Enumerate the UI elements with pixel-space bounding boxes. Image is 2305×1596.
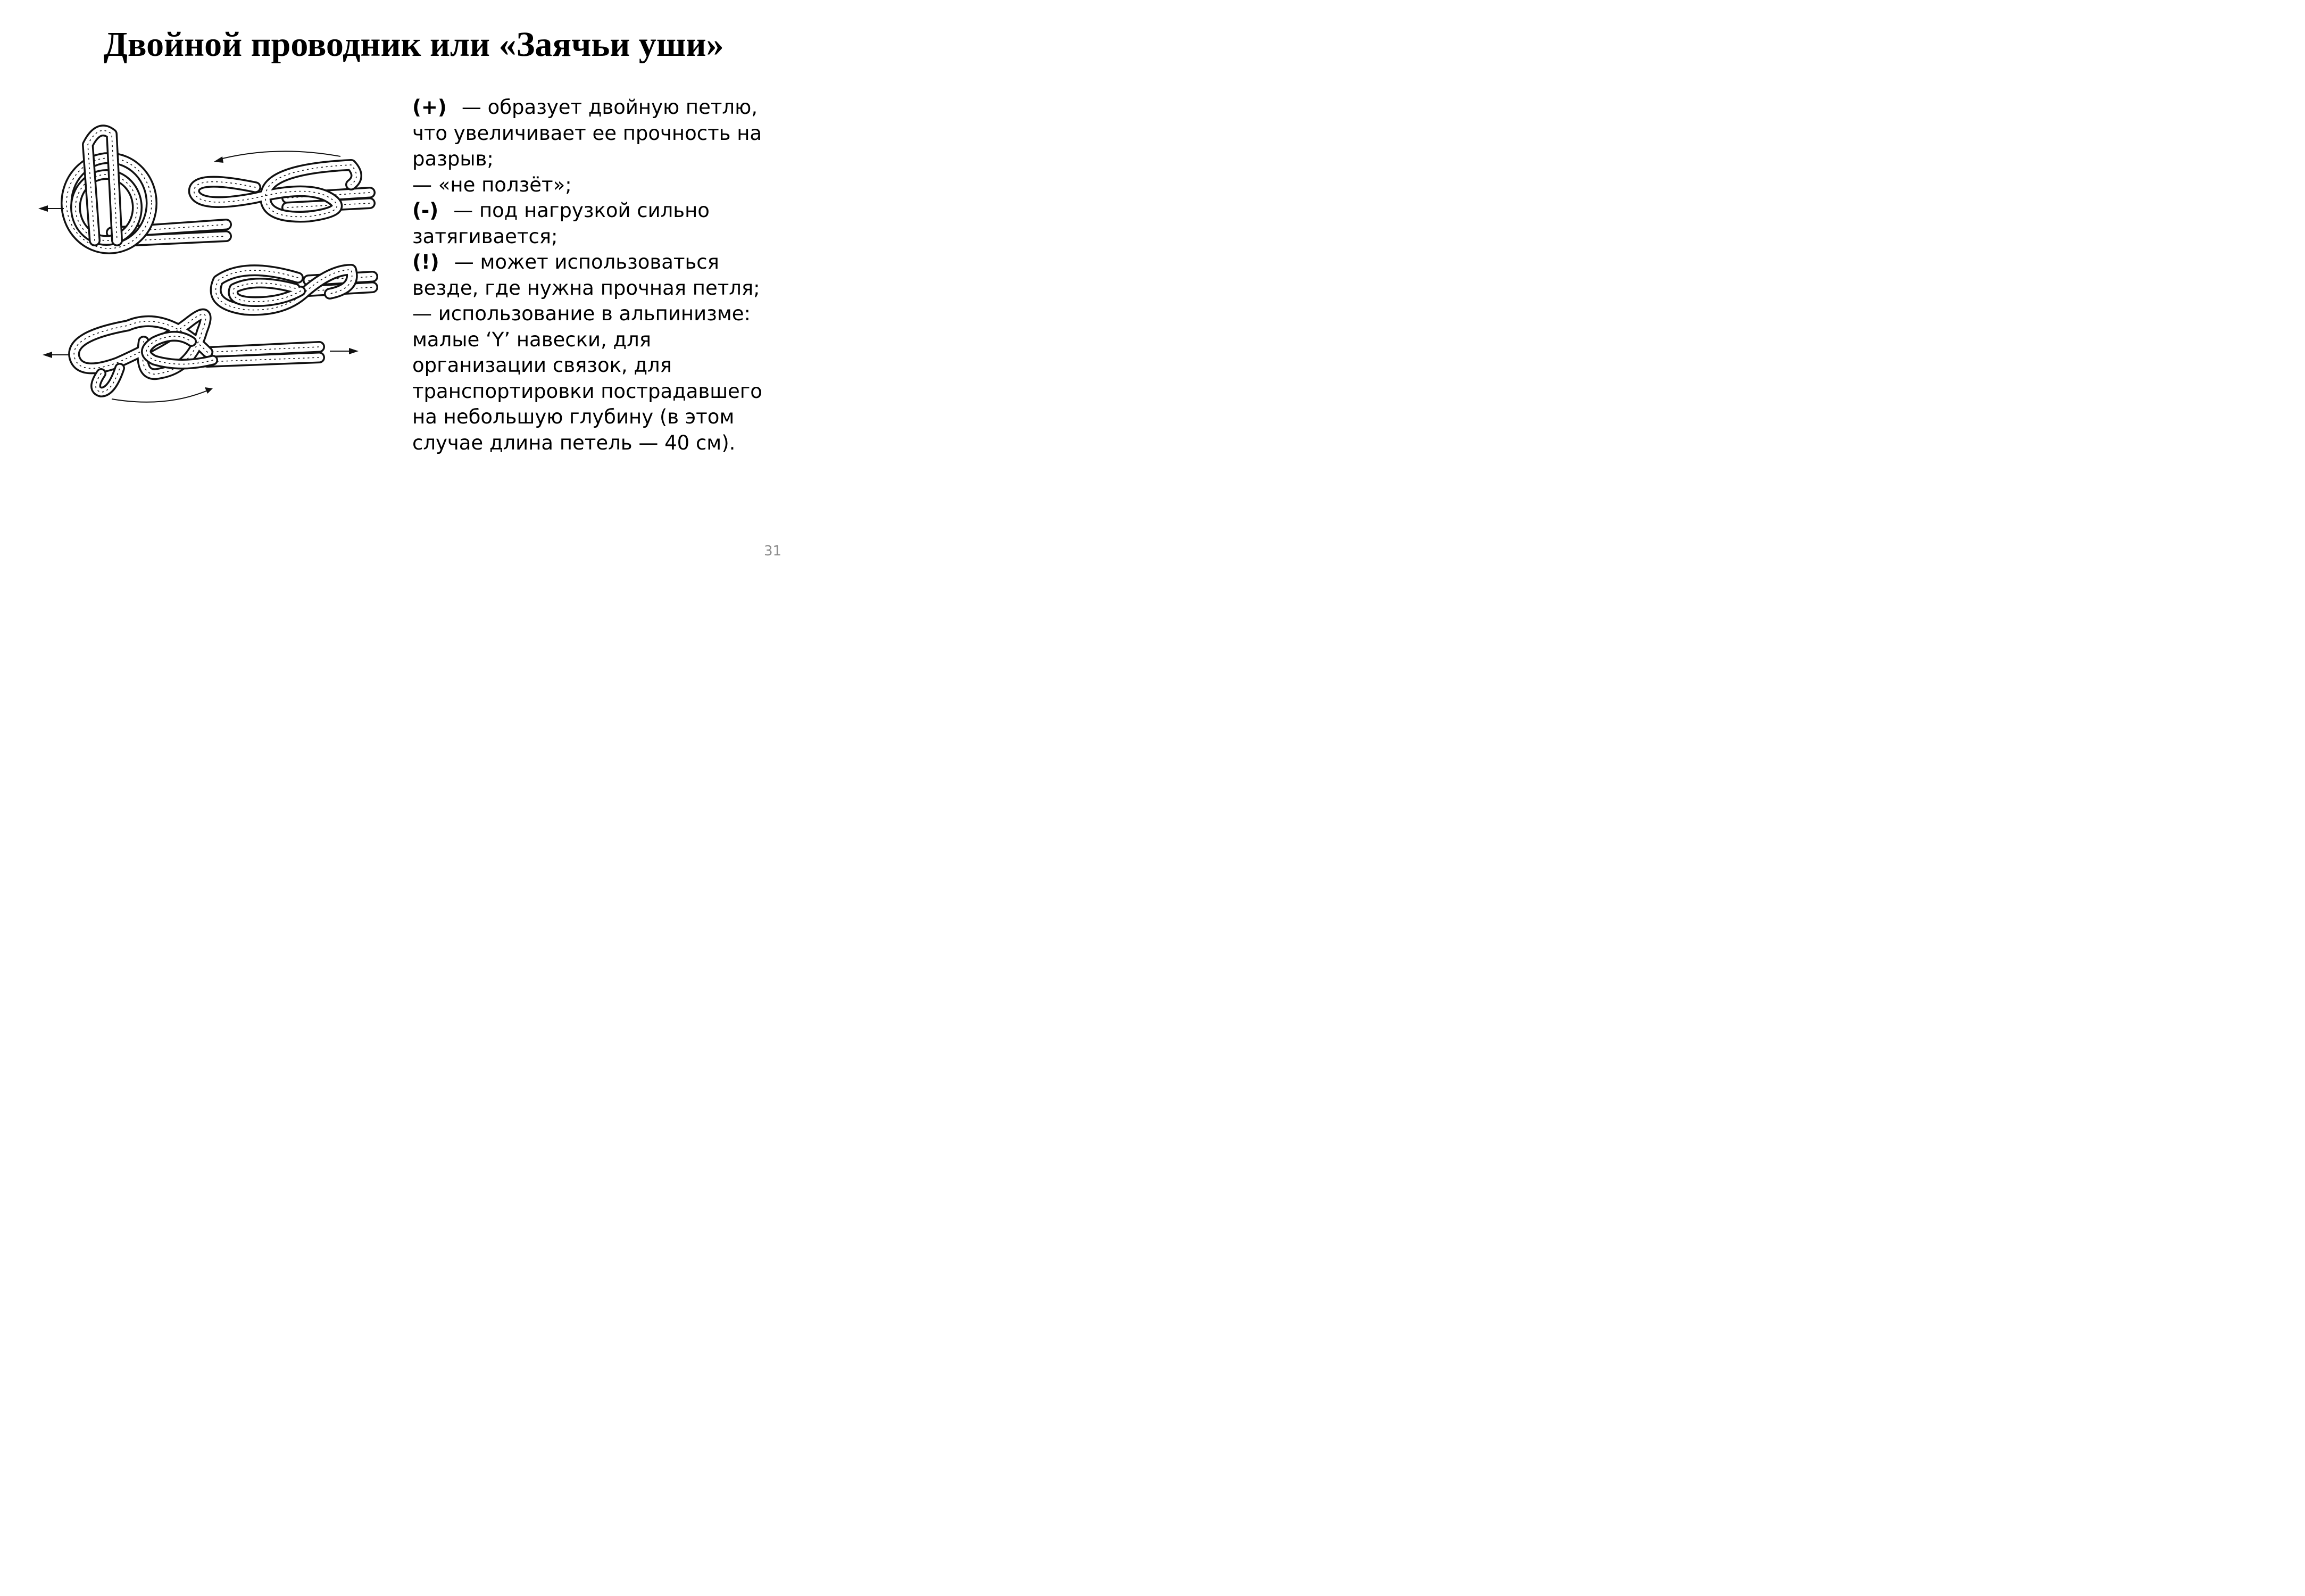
description-line: малые ‘Y’ навески, для [412, 328, 652, 351]
double-figure-eight-knot-drawing-icon [32, 118, 383, 416]
slide-title: Двойной проводник или «Заячьи уши» [103, 25, 724, 64]
description-line: (!) — может использоваться [412, 250, 806, 276]
description-line: организации связок, для [412, 354, 672, 377]
note-mark: (!) [412, 251, 439, 273]
description-line: на небольшую глубину (в этом [412, 405, 735, 428]
description-line: — «не ползёт»; [412, 173, 572, 196]
knot-description [412, 95, 806, 456]
page-number: 31 [764, 543, 782, 559]
pros-mark: (+) [412, 96, 447, 119]
description-line: (+) — образует двойную петлю, [412, 95, 806, 121]
description-line: что увеличивает ее прочность на [412, 121, 762, 145]
knot-step-3-drawing [216, 270, 372, 310]
cons-mark: (-) [412, 199, 439, 222]
description-line: транспортировки пострадавшего [412, 379, 762, 403]
description-line: случае длина петель — 40 см). [412, 431, 736, 454]
slide [0, 0, 827, 572]
description-line: затягивается; [412, 225, 558, 248]
description-line: разрыв; [412, 147, 494, 170]
description-line: везде, где нужна прочная петля; [412, 276, 760, 300]
knot-step-4-drawing [43, 314, 359, 402]
knot-illustration [32, 118, 383, 416]
description-line: — использование в альпинизме: [412, 302, 751, 325]
description-line: (-) — под нагрузкой сильно [412, 198, 806, 224]
knot-step-2-drawing [194, 151, 370, 217]
